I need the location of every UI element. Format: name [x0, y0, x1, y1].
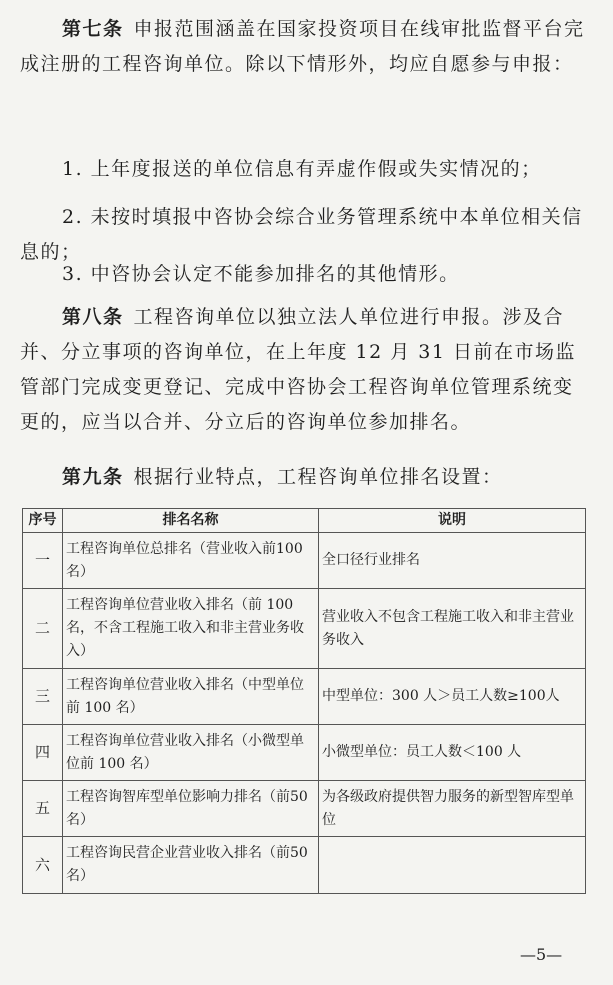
header-name: 排名名称	[63, 509, 319, 533]
header-seq: 序号	[23, 509, 63, 533]
table-row	[23, 781, 586, 837]
row-name: 工程咨询民营企业营业收入排名（前50 名）	[63, 837, 319, 894]
row-note: 中型单位：300 人＞员工人数≥100人	[319, 669, 586, 725]
row-name: 工程咨询单位营业收入排名（前 100名，不含工程施工收入和非主营业务收入）	[63, 589, 319, 669]
row-seq: 六	[23, 837, 63, 894]
table-row	[23, 669, 586, 725]
row-note: 全口径行业排名	[319, 533, 586, 589]
article-9-text: 根据行业特点，工程咨询单位排名设置：	[133, 466, 503, 488]
row-seq: 五	[23, 781, 63, 837]
article-7-item-1: 1. 上年度报送的单位信息有弄虚作假或失实情况的；	[62, 158, 542, 180]
row-name: 工程咨询智库型单位影响力排名（前50 名）	[63, 781, 319, 837]
row-note: 为各级政府提供智力服务的新型智库型单位	[319, 781, 586, 837]
ranking-table	[22, 508, 586, 894]
table-row	[23, 725, 586, 781]
row-name: 工程咨询单位营业收入排名（中型单位前 100 名）	[63, 669, 319, 725]
row-seq: 二	[23, 589, 63, 669]
table-row	[23, 589, 586, 669]
article-7-item-3: 3. 中咨协会认定不能参加排名的其他情形。	[62, 263, 460, 285]
table-row	[23, 533, 586, 589]
article-8-label: 第八条	[62, 306, 124, 328]
row-seq: 一	[23, 533, 63, 589]
article-7-label: 第七条	[62, 18, 124, 40]
article-7-item-2: 2. 未按时填报中咨协会综合业务管理系统中本单位相关信息的；	[20, 206, 583, 263]
article-8	[20, 300, 588, 440]
article-9	[20, 460, 588, 495]
row-name: 工程咨询单位总排名（营业收入前100 名）	[63, 533, 319, 589]
header-note: 说明	[319, 509, 586, 533]
table-header-row	[23, 509, 586, 533]
article-8-text: 工程咨询单位以独立法人单位进行申报。涉及合并、分立事项的咨询单位，在上年度 12 月 31 日前在市场监管部门完成变更登记、完成中咨协会工程咨询单位管理系统变更的，应当以合并、分立后的咨询单位参加排名。	[20, 306, 577, 433]
row-note: 小微型单位：员工人数＜100 人	[319, 725, 586, 781]
row-seq: 四	[23, 725, 63, 781]
article-7	[20, 12, 588, 82]
row-name: 工程咨询单位营业收入排名（小微型单位前 100 名）	[63, 725, 319, 781]
table-row	[23, 837, 586, 894]
row-note: 营业收入不包含工程施工收入和非主营业务收入	[319, 589, 586, 669]
page-number: —5—	[520, 945, 563, 964]
article-9-label: 第九条	[62, 466, 124, 488]
article-7-text: 申报范围涵盖在国家投资项目在线审批监督平台完成注册的工程咨询单位。除以下情形外，均应自愿参与申报：	[20, 18, 585, 75]
row-seq: 三	[23, 669, 63, 725]
row-note	[319, 837, 586, 894]
